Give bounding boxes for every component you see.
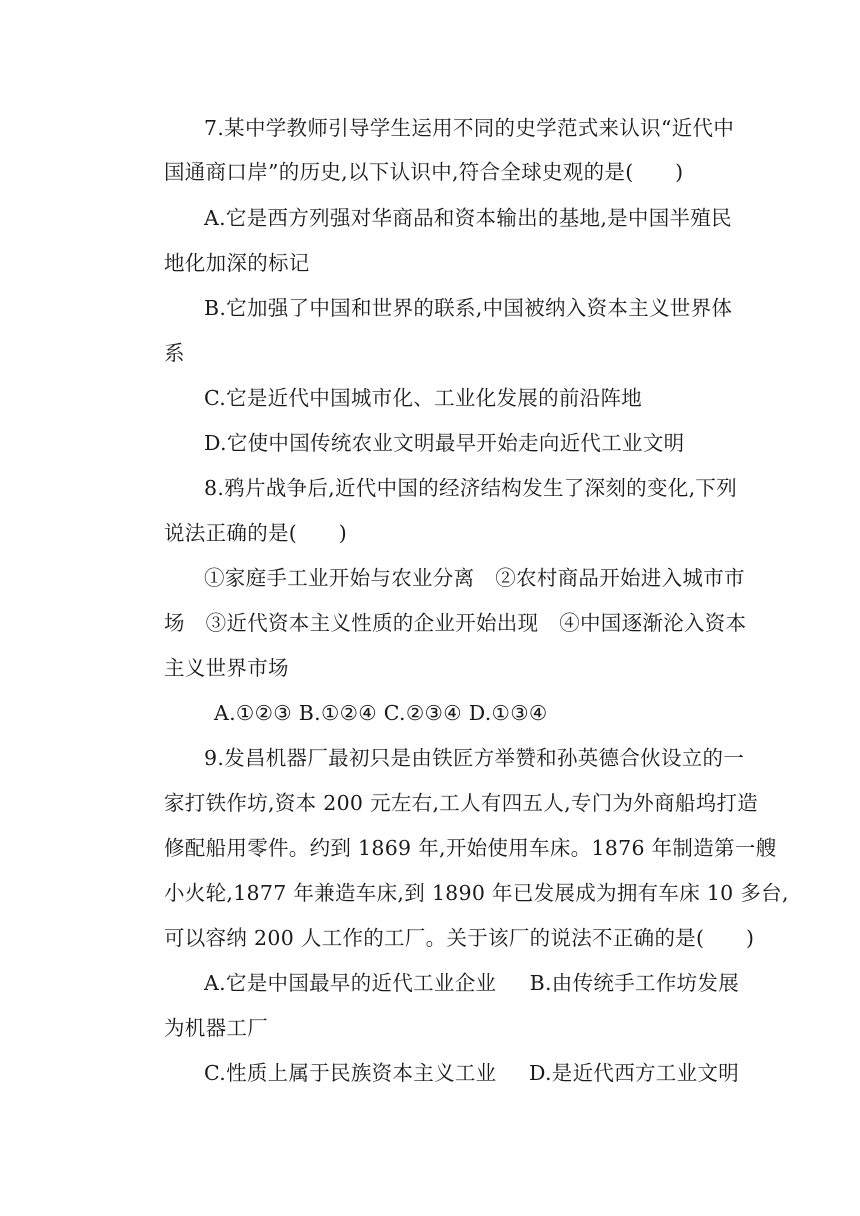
q8-statement-line-3: 主义世界市场 [164,656,289,680]
q9-stem-line-1: 9.发昌机器厂最初只是由铁匠方举赞和孙英德合伙设立的一 [204,746,745,770]
q9-stem-line-4: 小火轮,1877 年兼造车床,到 1890 年已发展成为拥有车床 10 多台, [164,881,789,905]
q9-option-b-line-2: 为机器工厂 [164,1016,268,1040]
q9-stem-line-2: 家打铁作坊,资本 200 元左右,工人有四五人,专门为外商船坞打造 [164,791,759,815]
q9-option-b-line-1: B.由传统手工作坊发展 [529,971,739,995]
q9-option-a: A.它是中国最早的近代工业企业 [204,971,497,995]
q7-option-d: D.它使中国传统农业文明最早开始走向近代工业文明 [204,431,685,455]
q7-stem-line-1: 7.某中学教师引导学生运用不同的史学范式来认识“近代中 [204,116,735,140]
q7-option-a-line-1: A.它是西方列强对华商品和资本输出的基地,是中国半殖民 [204,206,732,230]
q8-statement-line-1: ①家庭手工业开始与农业分离 ②农村商品开始进入城市市 [204,566,745,590]
q7-option-b-line-2: 系 [164,341,185,365]
q7-option-b-line-1: B.它加强了中国和世界的联系,中国被纳入资本主义世界体 [204,296,733,320]
q9-options-row-1 [204,968,739,998]
q9-option-d-line-1: D.是近代西方工业文明 [528,1061,739,1085]
q7-option-c: C.它是近代中国城市化、工业化发展的前沿阵地 [204,386,643,410]
q9-options-row-2 [204,1058,739,1088]
q7-stem-line-2: 国通商口岸”的历史,以下认识中,符合全球史观的是( ) [164,160,684,184]
q7-option-a-line-2: 地化加深的标记 [164,251,310,275]
q9-option-c: C.性质上属于民族资本主义工业 [204,1061,497,1085]
q8-stem-line-1: 8.鸦片战争后,近代中国的经济结构发生了深刻的变化,下列 [204,476,737,500]
q9-stem-line-5: 可以容纳 200 人工作的工厂。关于该厂的说法不正确的是( ) [164,926,755,950]
q8-stem-line-2: 说法正确的是( ) [164,521,347,545]
q8-statement-line-2: 场 ③近代资本主义性质的企业开始出现 ④中国逐渐沦入资本 [164,611,747,635]
q9-stem-line-3: 修配船用零件。约到 1869 年,开始使用车床。1876 年制造第一艘 [164,836,777,860]
q8-options: A.①②③ B.①②④ C.②③④ D.①③④ [214,701,548,725]
